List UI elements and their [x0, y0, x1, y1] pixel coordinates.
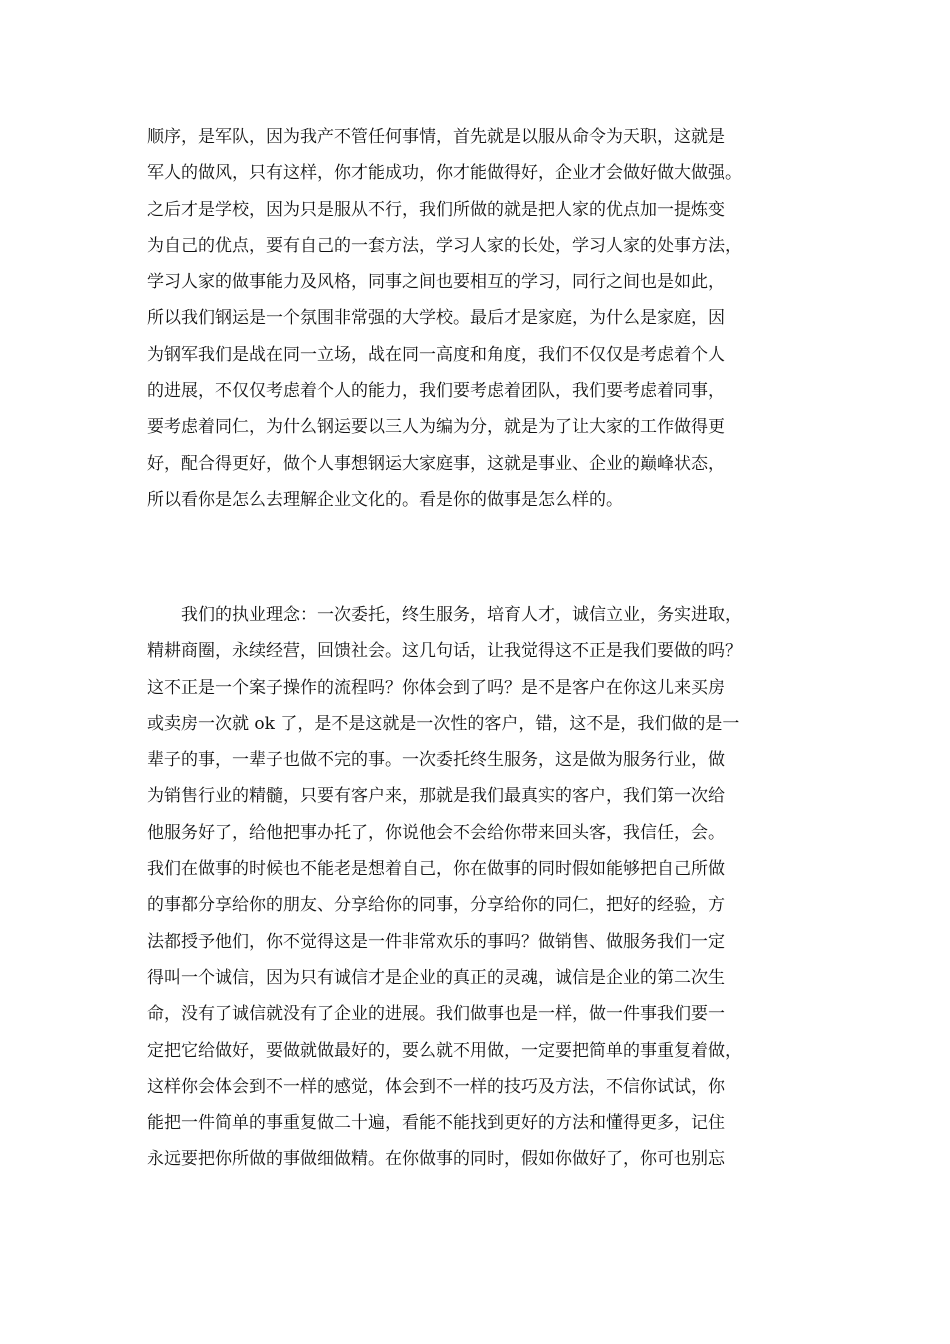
paragraph-1	[147, 119, 812, 518]
text-line: 为自己的优点，要有自己的一套方法，学习人家的长处，学习人家的处事方法，	[147, 235, 742, 256]
text-line: 为钢军我们是战在同一立场，战在同一高度和角度，我们不仅仅是考虑着个人	[147, 344, 725, 365]
text-line: 顺序，是军队，因为我产不管任何事情，首先就是以服从命令为天职，这就是	[147, 127, 725, 147]
text-line: 他服务好了，给他把事办托了，你说他会不会给你带来回头客，我信任，会。	[147, 822, 725, 843]
text-line: 的进展，不仅仅考虑着个人的能力，我们要考虑着团队，我们要考虑着同事，	[147, 381, 725, 402]
text-line: 辈子的事，一辈子也做不完的事。一次委托终生服务，这是做为服务行业，做	[147, 750, 725, 771]
paragraph-2	[147, 597, 812, 1178]
text-line: 我们在做事的时候也不能老是想着自己，你在做事的同时假如能够把自己所做	[147, 859, 725, 880]
text-line: 永远要把你所做的事做细做精。在你做事的同时，假如你做好了，你可也别忘	[147, 1149, 725, 1170]
text-line: 军人的做风，只有这样，你才能成功，你才能做得好，企业才会做好做大做强。	[147, 163, 742, 184]
text-line: 所以我们钢运是一个氛围非常强的大学校。最后才是家庭，为什么是家庭，因	[147, 308, 725, 329]
text-line: 命，没有了诚信就没有了企业的进展。我们做事也是一样，做一件事我们要一	[147, 1004, 725, 1025]
text-line: 这不正是一个案子操作的流程吗？你体会到了吗？是不是客户在你这儿来买房	[147, 677, 725, 698]
text-line: 学习人家的做事能力及风格，同事之间也要相互的学习，同行之间也是如此，	[147, 272, 725, 293]
text-line: 的事都分享给你的朋友、分享给你的同事，分享给你的同仁，把好的经验，方	[147, 895, 725, 916]
text-line: 精耕商圈，永续经营，回馈社会。这几句话，让我觉得这不正是我们要做的吗？	[147, 641, 742, 662]
text-line: 之后才是学校，因为只是服从不行，我们所做的就是把人家的优点加一提炼变	[147, 199, 725, 220]
text-line: 能把一件简单的事重复做二十遍，看能不能找到更好的方法和懂得更多，记住	[147, 1113, 725, 1134]
text-line: 定把它给做好，要做就做最好的，要么就不用做，一定要把简单的事重复着做，	[147, 1040, 742, 1061]
text-line: 这样你会体会到不一样的感觉，体会到不一样的技巧及方法，不信你试试，你	[147, 1076, 725, 1097]
text-line: 所以看你是怎么去理解企业文化的。看是你的做事是怎么样的。	[147, 489, 623, 510]
text-line: 我们的执业理念：一次委托，终生服务，培育人才，诚信立业，务实进取，	[147, 605, 742, 625]
text-line: 法都授予他们，你不觉得这是一件非常欢乐的事吗？做销售、做服务我们一定	[147, 931, 725, 952]
text-line: 或卖房一次就 ok 了，是不是这就是一次性的客户，错，这不是，我们做的是一	[147, 713, 740, 734]
text-line: 为销售行业的精髓，只要有客户来，那就是我们最真实的客户，我们第一次给	[147, 786, 725, 807]
text-line: 好，配合得更好，做个人事想钢运大家庭事，这就是事业、企业的巅峰状态，	[147, 453, 725, 474]
text-line: 要考虑着同仁，为什么钢运要以三人为编为分，就是为了让大家的工作做得更	[147, 417, 725, 438]
text-line: 得叫一个诚信，因为只有诚信才是企业的真正的灵魂，诚信是企业的第二次生	[147, 967, 725, 988]
